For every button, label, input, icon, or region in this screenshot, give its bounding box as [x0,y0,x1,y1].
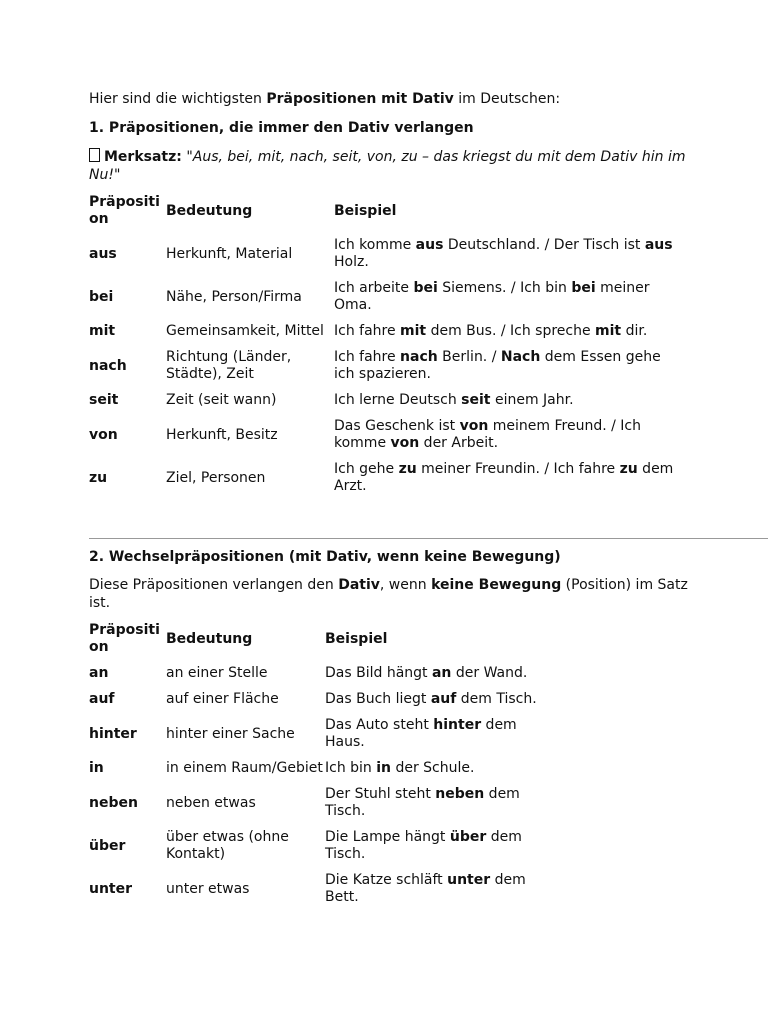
text-run: Das Auto steht [325,717,434,733]
table-row [89,687,539,713]
merksatz-label: Merksatz: [104,149,182,165]
preposition-cell: von [89,426,118,443]
emphasized-text: zu [398,461,417,477]
text-run: dem Haus. [325,717,517,750]
text-run: Siemens. / Ich bin [437,280,572,296]
emphasized-text: über [449,829,487,845]
table-row [89,868,539,911]
emphasized-text: Dativ [338,577,380,593]
table-row [89,756,539,782]
example-cell [325,868,539,911]
meaning-cell: hinter einer Sache [166,725,295,742]
table-row [89,825,539,868]
column-header-meaning: Bedeutung [166,630,253,647]
text-run: Holz. [334,254,369,270]
text-run: meiner Oma. [334,280,650,313]
table-row [89,276,679,319]
preposition-cell: in [89,760,104,776]
text-run: dem Arzt. [334,461,674,494]
section1-table [89,190,679,500]
preposition-cell: mit [89,323,116,339]
emphasized-text: an [431,665,452,681]
emphasized-text: keine Bewegung [431,577,562,593]
table-row [89,319,679,345]
text-run: Ich fahre [334,349,401,365]
text-run: dem Essen gehe ich spazieren. [334,349,661,382]
meaning-cell: neben etwas [166,794,256,811]
preposition-cell: neben [89,794,138,811]
text-run: , wenn [379,577,432,593]
column-header-example: Beispiel [325,630,388,647]
text-run: Ich lerne Deutsch [334,392,462,408]
example-cell [325,687,539,713]
text-run: Ich komme [334,237,416,253]
text-run: Das Geschenk ist [334,418,460,434]
meaning-cell: über etwas (ohne Kontakt) [166,829,289,862]
text-run: Der Stuhl steht [325,786,436,802]
example-cell [325,661,539,687]
text-run: (Position) im Satz ist. [89,577,688,611]
text-run: dir. [621,323,648,339]
merksatz [89,148,689,184]
preposition-cell: auf [89,691,115,707]
text-run: dem Tisch. [325,786,520,819]
meaning-cell: Ziel, Personen [166,469,266,486]
text-run: Die Katze schläft [325,872,448,888]
meaning-cell: unter etwas [166,880,250,897]
section1-heading: 1. Präpositionen, die immer den Dativ verlangen [89,120,474,136]
meaning-cell: Herkunft, Material [166,245,293,262]
text-run: Deutschland. / Der Tisch ist [443,237,645,253]
emphasized-text: aus [415,237,444,253]
meaning-cell: Gemeinsamkeit, Mittel [166,323,324,339]
example-cell [334,388,679,414]
table-row [89,388,679,414]
section2-intro [89,576,689,612]
text-run: dem Tisch. [325,829,522,862]
document-body [89,90,689,500]
emphasized-text: unter [447,872,491,888]
text-run: Das Buch liegt [325,691,431,707]
emphasized-text: auf [430,691,457,707]
preposition-cell: zu [89,469,108,486]
emphasized-text: von [390,435,420,451]
meaning-cell: Zeit (seit wann) [166,392,277,408]
preposition-cell: nach [89,357,127,374]
emphasized-text: nach [400,349,438,365]
meaning-cell: Richtung (Länder, Städte), Zeit [166,349,292,382]
section2-heading: 2. Wechselpräpositionen (mit Dativ, wenn keine Bewegung) [89,549,561,565]
example-cell [334,345,679,388]
text-run: dem Bus. / Ich spreche [426,323,596,339]
emphasized-text: mit [400,323,427,339]
meaning-cell: an einer Stelle [166,665,268,681]
example-cell [325,756,539,782]
emphasized-text: in [376,760,392,776]
text-run: dem Tisch. [456,691,537,707]
section2-table-body [89,661,539,911]
text-run: Das Bild hängt [325,665,432,681]
meaning-cell: in einem Raum/Gebiet [166,760,323,776]
text-run: Die Lampe hängt [325,829,450,845]
column-header-meaning: Bedeutung [166,202,253,219]
intro-suffix: im Deutschen: [453,91,561,107]
preposition-cell: hinter [89,725,137,742]
intro-prefix: Hier sind die wichtigsten [89,91,267,107]
section2 [89,548,689,911]
example-cell [334,414,679,457]
section1-table-body [89,233,679,500]
missing-glyph-icon [89,148,100,162]
table-row [89,661,539,687]
column-header-example: Beispiel [334,202,397,219]
merksatz-text: "Aus, bei, mit, nach, seit, von, zu – das kriegst du mit dem Dativ hin im Nu!" [89,149,686,183]
table-row [89,414,679,457]
column-header-prep: Präpositi on [89,622,160,655]
text-run: Diese Präpositionen verlangen den [89,577,339,593]
emphasized-text: hinter [433,717,482,733]
emphasized-text: mit [595,323,622,339]
emphasized-text: neben [435,786,485,802]
emphasized-text: zu [619,461,638,477]
text-run: der Schule. [391,760,475,776]
table-row [89,457,679,500]
emphasized-text: aus [644,237,673,253]
preposition-cell: über [89,837,126,854]
table-header-row [89,190,679,233]
emphasized-text: bei [571,280,596,296]
example-cell [325,825,539,868]
preposition-cell: unter [89,880,133,897]
text-run: Berlin. / [437,349,501,365]
example-cell [334,457,679,500]
horizontal-rule [89,538,768,539]
text-run: meinem Freund. / Ich komme [334,418,641,451]
preposition-cell: seit [89,392,119,408]
text-run: einem Jahr. [490,392,574,408]
example-cell [334,276,679,319]
table-row [89,345,679,388]
meaning-cell: auf einer Fläche [166,691,279,707]
table-row [89,782,539,825]
example-cell [334,319,679,345]
example-cell [325,713,539,756]
meaning-cell: Nähe, Person/Firma [166,288,302,305]
text-run: Ich fahre [334,323,401,339]
meaning-cell: Herkunft, Besitz [166,426,278,443]
text-run: dem Bett. [325,872,526,905]
intro-bold: Präpositionen mit Dativ [266,91,454,107]
emphasized-text: von [459,418,489,434]
text-run: Ich gehe [334,461,399,477]
text-run: Ich bin [325,760,377,776]
table-row [89,713,539,756]
table-header-row [89,618,539,661]
intro-paragraph [89,90,689,108]
text-run: der Wand. [451,665,528,681]
example-cell [334,233,679,276]
text-run: meiner Freundin. / Ich fahre [416,461,620,477]
emphasized-text: seit [461,392,491,408]
table-row [89,233,679,276]
text-run: der Arbeit. [419,435,499,451]
preposition-cell: an [89,665,109,681]
preposition-cell: aus [89,245,117,262]
example-cell [325,782,539,825]
column-header-prep: Präpositi on [89,194,160,227]
emphasized-text: bei [413,280,438,296]
emphasized-text: Nach [500,349,541,365]
preposition-cell: bei [89,288,114,305]
section2-table [89,618,539,911]
text-run: Ich arbeite [334,280,414,296]
